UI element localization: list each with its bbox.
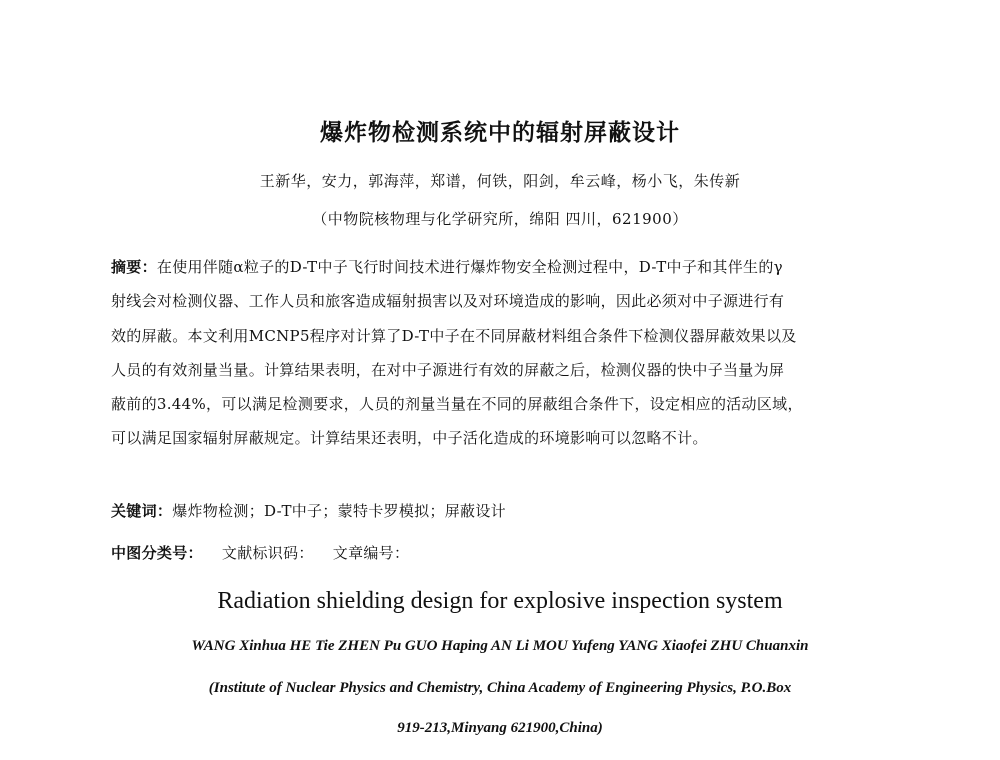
keywords-label: 关键词： xyxy=(111,502,173,520)
keywords-text: 爆炸物检测；D-T中子；蒙特卡罗模拟；屏蔽设计 xyxy=(172,502,506,520)
abstract-line: 效的屏蔽。本文利用MCNP5程序对计算了D-T中子在不同屏蔽材料组合条件下检测仪器屏蔽效果以及 xyxy=(111,326,797,345)
chinese-affiliation: （中物院核物理与化学研究所，绵阳 四川，621900） xyxy=(312,210,688,228)
english-affiliation-line2: 919-213,Minyang 621900,China) xyxy=(397,720,603,736)
chinese-authors: 王新华，安力，郭海萍，郑谱，何铁，阳剑，牟云峰，杨小飞，朱传新 xyxy=(259,172,741,190)
english-authors: WANG Xinhua HE Tie ZHEN Pu GUO Haping AN Li MOU Yufeng YANG Xiaofei ZHU Chuanxin xyxy=(191,638,809,654)
abstract-label: 摘要： xyxy=(111,258,157,276)
abstract-line: 人员的有效剂量当量。计算结果表明，在对中子源进行有效的屏蔽之后，检测仪器的快中子当量为屏 xyxy=(111,360,785,379)
abstract-line: 蔽前的3.44%，可以满足检测要求，人员的剂量当量在不同的屏蔽组合条件下，设定相应的活动区域， xyxy=(111,395,803,414)
english-affiliation-line1: (Institute of Nuclear Physics and Chemistry, China Academy of Engineering Physics, P.O.Box xyxy=(208,680,792,696)
abstract-line xyxy=(111,250,911,284)
english-title: Radiation shielding design for explosive inspection system xyxy=(217,588,783,614)
chinese-abstract xyxy=(111,250,911,456)
article-number-label: 文章编号： xyxy=(332,544,410,562)
abstract-line: 可以满足国家辐射屏蔽规定。计算结果还表明，中子活化造成的环境影响可以忽略不计。 xyxy=(111,429,708,448)
document-code-label: 文献标识码： xyxy=(221,544,314,562)
abstract-line: 射线会对检测仪器、工作人员和旅客造成辐射损害以及对环境造成的影响，因此必须对中子源进行有 xyxy=(111,292,785,311)
classification-number-label: 中图分类号： xyxy=(111,544,203,562)
chinese-keywords xyxy=(111,500,506,521)
classification-line xyxy=(111,542,423,563)
abstract-text: 在使用伴随α粒子的D-T中子飞行时间技术进行爆炸物安全检测过程中，D-T中子和其伴生的γ xyxy=(156,258,783,276)
chinese-title: 爆炸物检测系统中的辐射屏蔽设计 xyxy=(320,119,680,146)
